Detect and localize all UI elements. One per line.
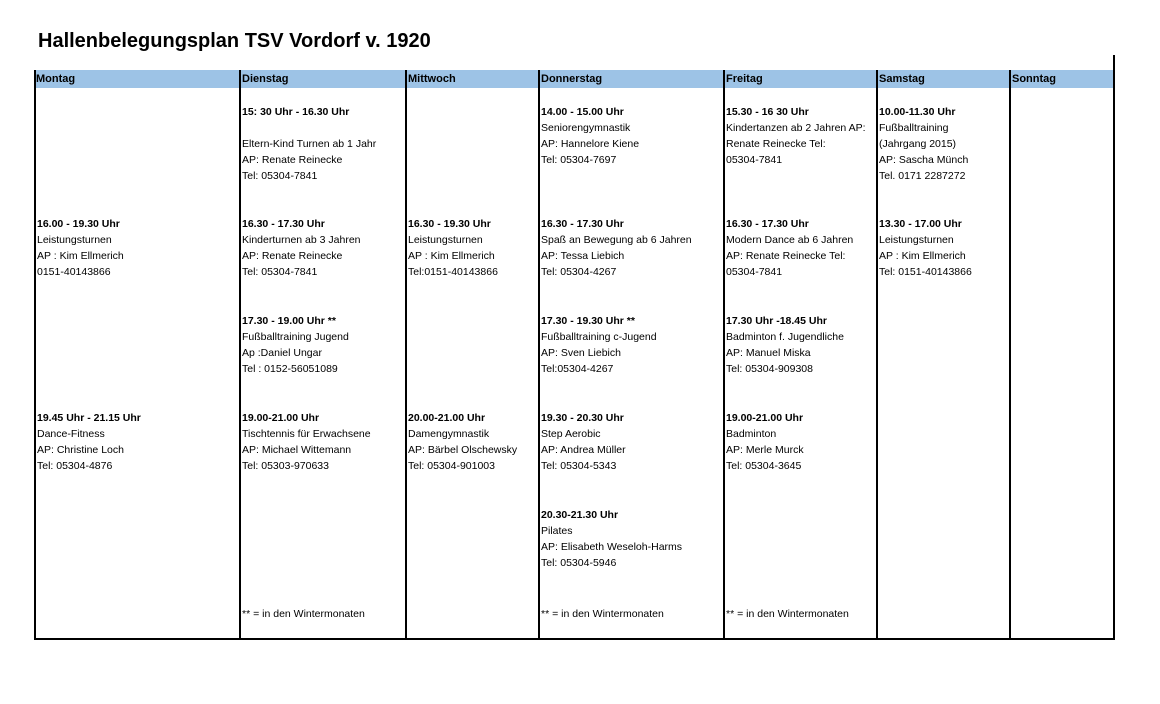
slot-phone: Tel: 05304-901003	[408, 460, 495, 472]
slot-montag-2	[37, 216, 124, 280]
slot-time: 16.00 - 19.30 Uhr	[37, 218, 120, 230]
slot-contact: AP : Kim Ellmerich	[879, 250, 966, 262]
slot-phone: Tel: 05303-970633	[242, 460, 329, 472]
slot-activity: Eltern-Kind Turnen ab 1 Jahr	[242, 138, 377, 150]
day-header-mittwoch: Mittwoch	[408, 73, 456, 85]
slot-donnerstag-4	[541, 410, 626, 474]
slot-donnerstag-5	[541, 507, 682, 571]
slot-time: 15.30 - 16 30 Uhr	[726, 106, 809, 118]
column-divider	[405, 70, 407, 638]
slot-phone: Tel:0151-40143866	[408, 266, 498, 278]
day-header-sonntag: Sonntag	[1012, 73, 1056, 85]
slot-contact: AP: Merle Murck	[726, 444, 804, 456]
slot-samstag-2	[879, 216, 972, 280]
slot-activity: Step Aerobic	[541, 428, 601, 440]
column-divider	[723, 70, 725, 638]
slot-phone: Tel: 05304-7841	[242, 170, 318, 182]
slot-freitag-3	[726, 313, 844, 377]
slot-freitag-1	[726, 104, 866, 168]
slot-activity: Fußballtraining Jugend	[242, 331, 349, 343]
slot-time: 16.30 - 19.30 Uhr	[408, 218, 491, 230]
slot-activity: Fußballtraining c-Jugend	[541, 331, 657, 343]
slot-time: 13.30 - 17.00 Uhr	[879, 218, 962, 230]
slot-time: 20.30-21.30 Uhr	[541, 509, 619, 521]
header-row	[34, 70, 1115, 88]
slot-contact: AP: Michael Wittemann	[242, 444, 352, 456]
slot-phone: Tel:05304-4267	[541, 363, 614, 375]
slot-phone: 05304-7841	[726, 266, 783, 278]
slot-phone: Tel: 0151-40143866	[879, 266, 972, 278]
slot-activity: Fußballtraining	[879, 122, 949, 134]
day-header-samstag: Samstag	[879, 73, 925, 85]
day-header-donnerstag: Donnerstag	[541, 73, 603, 85]
slot-contact: AP: Tessa Liebich	[541, 250, 625, 262]
slot-phone: 0151-40143866	[37, 266, 111, 278]
day-header-dienstag: Dienstag	[242, 73, 289, 85]
slot-freitag-2	[726, 216, 853, 280]
slot-activity: Seniorengymnastik	[541, 122, 631, 134]
slot-contact: AP : Kim Ellmerich	[408, 250, 495, 262]
slot-contact: AP: Elisabeth Weseloh-Harms	[541, 541, 683, 553]
slot-blank-line	[242, 120, 376, 136]
slot-activity: Modern Dance ab 6 Jahren	[726, 234, 854, 246]
day-header-freitag: Freitag	[726, 73, 763, 85]
slot-phone: Tel: 05304-909308	[726, 363, 813, 375]
column-divider	[538, 70, 540, 638]
slot-activity: Tischtennis für Erwachsene	[242, 428, 371, 440]
slot-contact: Ap :Daniel Ungar	[242, 347, 322, 359]
slot-contact: AP: Sascha Münch	[879, 154, 969, 166]
slot-time: 10.00-11.30 Uhr	[879, 106, 956, 118]
slot-activity: Badminton	[726, 428, 777, 440]
slot-time: 19.45 Uhr - 21.15 Uhr	[37, 412, 141, 424]
slot-contact: AP: Christine Loch	[37, 444, 124, 456]
slot-contact: AP: Bärbel Olschewsky	[408, 444, 518, 456]
slot-freitag-4	[726, 410, 804, 474]
slot-time: 16.30 - 17.30 Uhr	[541, 218, 624, 230]
column-divider	[34, 70, 36, 638]
column-divider	[1009, 70, 1011, 638]
table-border	[1113, 55, 1115, 70]
slot-activity: Spaß an Bewegung ab 6 Jahren	[541, 234, 692, 246]
slot-contact: AP: Renate Reinecke	[242, 250, 343, 262]
slot-dienstag-2	[242, 216, 361, 280]
slot-activity: Badminton f. Jugendliche	[726, 331, 844, 343]
slot-phone: Tel. 0171 2287272	[879, 170, 966, 182]
column-divider	[239, 70, 241, 638]
slot-contact: AP: Sven Liebich	[541, 347, 621, 359]
slot-time: 14.00 - 15.00 Uhr	[541, 106, 624, 118]
slot-phone: Tel: 05304-5343	[541, 460, 617, 472]
slot-donnerstag-3	[541, 313, 657, 377]
slot-time: 17.30 Uhr -18.45 Uhr	[726, 315, 827, 327]
slot-activity: Kinderturnen ab 3 Jahren	[242, 234, 361, 246]
slot-time: 16.30 - 17.30 Uhr	[726, 218, 809, 230]
slot-activity: Leistungsturnen	[37, 234, 112, 246]
slot-contact: AP : Kim Ellmerich	[37, 250, 124, 262]
slot-contact: AP: Renate Reinecke Tel:	[726, 250, 846, 262]
slot-activity: Dance-Fitness	[37, 428, 105, 440]
slot-contact: AP: Hannelore Kiene	[541, 138, 640, 150]
slot-donnerstag-1	[541, 104, 639, 168]
footnote-donnerstag: ** = in den Wintermonaten	[541, 608, 664, 620]
slot-dienstag-4	[242, 410, 371, 474]
slot-dienstag-3	[242, 313, 349, 377]
slot-time: 19.00-21.00 Uhr	[726, 412, 804, 424]
slot-phone: 05304-7841	[726, 154, 783, 166]
slot-time: 19.00-21.00 Uhr	[242, 412, 320, 424]
column-divider	[876, 70, 878, 638]
slot-dienstag-1	[242, 104, 376, 184]
slot-mittwoch-4	[408, 410, 517, 474]
slot-time: 20.00-21.00 Uhr	[408, 412, 486, 424]
slot-contact: AP: Renate Reinecke	[242, 154, 343, 166]
slot-activity: Damengymnastik	[408, 428, 490, 440]
slot-time: 19.30 - 20.30 Uhr	[541, 412, 624, 424]
slot-phone: Tel: 05304-7841	[242, 266, 318, 278]
slot-time: 17.30 - 19.30 Uhr **	[541, 315, 635, 327]
slot-phone: Tel: 05304-3645	[726, 460, 802, 472]
slot-activity: Pilates	[541, 525, 573, 537]
page-title: Hallenbelegungsplan TSV Vordorf v. 1920	[38, 30, 431, 52]
slot-contact: Renate Reinecke Tel:	[726, 138, 826, 150]
column-divider	[1113, 70, 1115, 638]
slot-contact: AP: Andrea Müller	[541, 444, 626, 456]
footnote-dienstag: ** = in den Wintermonaten	[242, 608, 365, 620]
day-header-montag: Montag	[36, 73, 76, 85]
slot-time: 15: 30 Uhr - 16.30 Uhr	[242, 106, 350, 118]
slot-activity: Kindertanzen ab 2 Jahren AP:	[726, 122, 866, 134]
slot-activity: Leistungsturnen	[408, 234, 483, 246]
slot-donnerstag-2	[541, 216, 692, 280]
slot-phone: Tel : 0152-56051089	[242, 363, 338, 375]
slot-mittwoch-2	[408, 216, 498, 280]
slot-time: 16.30 - 17.30 Uhr	[242, 218, 325, 230]
slot-time: 17.30 - 19.00 Uhr **	[242, 315, 336, 327]
schedule-table	[34, 70, 1115, 640]
slot-activity: Leistungsturnen	[879, 234, 954, 246]
slot-montag-4	[37, 410, 141, 474]
slot-samstag-1	[879, 104, 968, 184]
slot-phone: Tel: 05304-5946	[541, 557, 617, 569]
slot-phone: Tel: 05304-4876	[37, 460, 113, 472]
slot-contact: AP: Manuel Miska	[726, 347, 811, 359]
slot-phone: Tel: 05304-7697	[541, 154, 617, 166]
slot-phone: Tel: 05304-4267	[541, 266, 617, 278]
slot-activity-detail: (Jahrgang 2015)	[879, 138, 957, 150]
footnote-freitag: ** = in den Wintermonaten	[726, 608, 849, 620]
